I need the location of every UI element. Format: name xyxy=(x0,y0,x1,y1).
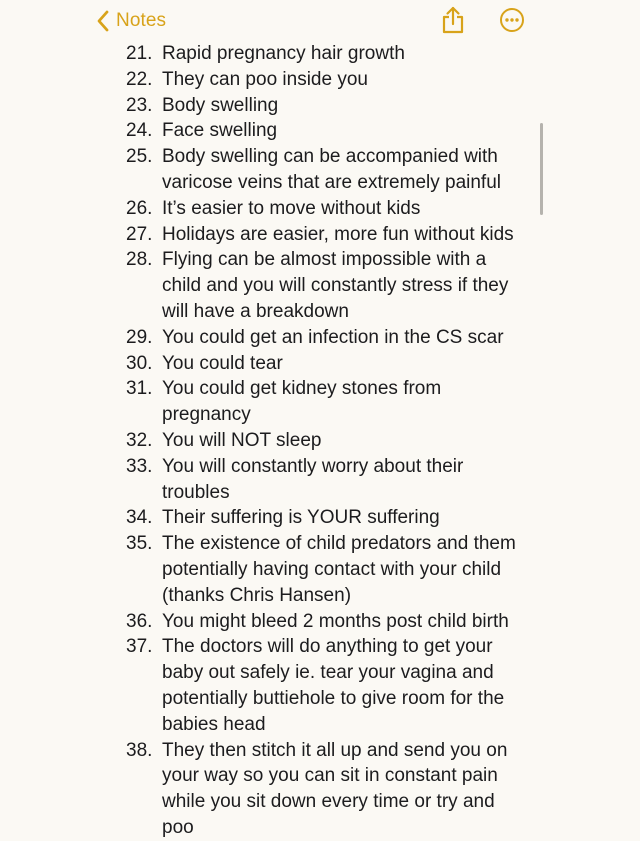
list-item xyxy=(0,376,522,428)
list-item xyxy=(0,118,522,144)
list-item-number: 27. xyxy=(126,223,153,245)
list-item-text-line: They then stitch it all up and send you on xyxy=(162,739,508,761)
share-icon xyxy=(440,5,466,35)
list-item-number: 30. xyxy=(126,352,153,374)
list-item-number: 26. xyxy=(126,197,153,219)
list-item xyxy=(0,144,522,196)
list-item xyxy=(0,454,522,506)
list-item-number: 21. xyxy=(126,43,153,64)
list-item-text-line: potentially having contact with your child xyxy=(162,558,502,580)
list-item-text-line: troubles xyxy=(162,481,230,503)
list-item xyxy=(0,325,522,351)
list-item-text-line: will have a breakdown xyxy=(162,300,349,322)
list-item-text-line: You will constantly worry about their xyxy=(162,455,464,477)
list-item xyxy=(0,609,522,635)
list-item-text-line: You could tear xyxy=(162,352,283,374)
list-item-number: 32. xyxy=(126,429,153,451)
list-item-text-line: baby out safely ie. tear your vagina and xyxy=(162,662,494,684)
list-item xyxy=(0,531,522,608)
list-item-number: 37. xyxy=(126,636,153,658)
list-item-text-line: your way so you can sit in constant pain xyxy=(162,765,498,787)
list-item-text-line: Holidays are easier, more fun without kids xyxy=(162,223,514,245)
ellipsis-circle-icon xyxy=(499,7,525,33)
navigation-bar xyxy=(0,0,640,42)
list-item xyxy=(0,67,522,93)
list-item-number: 23. xyxy=(126,94,153,116)
list-item-number: 22. xyxy=(126,68,153,90)
list-item-number: 29. xyxy=(126,326,153,348)
list-item xyxy=(0,196,522,222)
list-item-text-line: pregnancy xyxy=(162,404,251,426)
list-item-text-line: Flying can be almost impossible with a xyxy=(162,249,487,271)
list-item xyxy=(0,247,522,324)
list-item xyxy=(0,222,522,248)
list-item-text-line: potentially buttiehole to give room for the xyxy=(162,687,505,709)
list-item-text-line: Body swelling can be accompanied with xyxy=(162,146,498,168)
list-item-text-line: They can poo inside you xyxy=(162,68,368,90)
back-button[interactable] xyxy=(96,7,166,35)
list-item-number: 31. xyxy=(126,378,153,400)
list-item-text-line: poo xyxy=(162,816,194,838)
list-item-text-line: Rapid pregnancy hair growth xyxy=(162,43,405,64)
list-item-number: 25. xyxy=(126,146,153,168)
list-item xyxy=(0,738,522,841)
list-item xyxy=(0,634,522,737)
scrollbar[interactable] xyxy=(540,123,543,215)
list-item-number: 33. xyxy=(126,455,153,477)
list-item-number: 35. xyxy=(126,533,153,555)
list-item-text-line: Face swelling xyxy=(162,120,278,142)
list-item xyxy=(0,41,522,67)
list-item-text-line: Their suffering is YOUR suffering xyxy=(162,507,440,529)
list-item-text-line: The existence of child predators and them xyxy=(162,533,516,555)
share-button[interactable] xyxy=(440,5,466,35)
list-item-text-line: You could get kidney stones from xyxy=(162,378,442,400)
list-item-number: 28. xyxy=(126,249,153,271)
list-item-text-line: child and you will constantly stress if they xyxy=(162,275,509,297)
list-item xyxy=(0,505,522,531)
list-item xyxy=(0,93,522,119)
chevron-left-icon xyxy=(96,10,109,32)
list-item xyxy=(0,351,522,377)
list-item-text-line: It’s easier to move without kids xyxy=(162,197,421,219)
list-item-text-line: Body swelling xyxy=(162,94,279,116)
list-item-number: 34. xyxy=(126,507,153,529)
list-item-number: 24. xyxy=(126,120,153,142)
list-item-text-line: The doctors will do anything to get your xyxy=(162,636,493,658)
list-item-text-line: You might bleed 2 months post child birth xyxy=(162,610,509,632)
list-item-text-line: (thanks Chris Hansen) xyxy=(162,584,352,606)
back-label: Notes xyxy=(116,10,167,31)
list-item-number: 38. xyxy=(126,739,153,761)
list-item-text-line: You could get an infection in the CS scar xyxy=(162,326,504,348)
note-list[interactable] xyxy=(0,41,522,841)
list-item-text-line: You will NOT sleep xyxy=(162,429,322,451)
more-button[interactable] xyxy=(499,7,525,33)
list-item-number: 36. xyxy=(126,610,153,632)
list-item-text-line: babies head xyxy=(162,713,266,735)
list-item-text-line: while you sit down every time or try and xyxy=(162,791,495,813)
list-item xyxy=(0,428,522,454)
list-item-text-line: varicose veins that are extremely painful xyxy=(162,171,501,193)
